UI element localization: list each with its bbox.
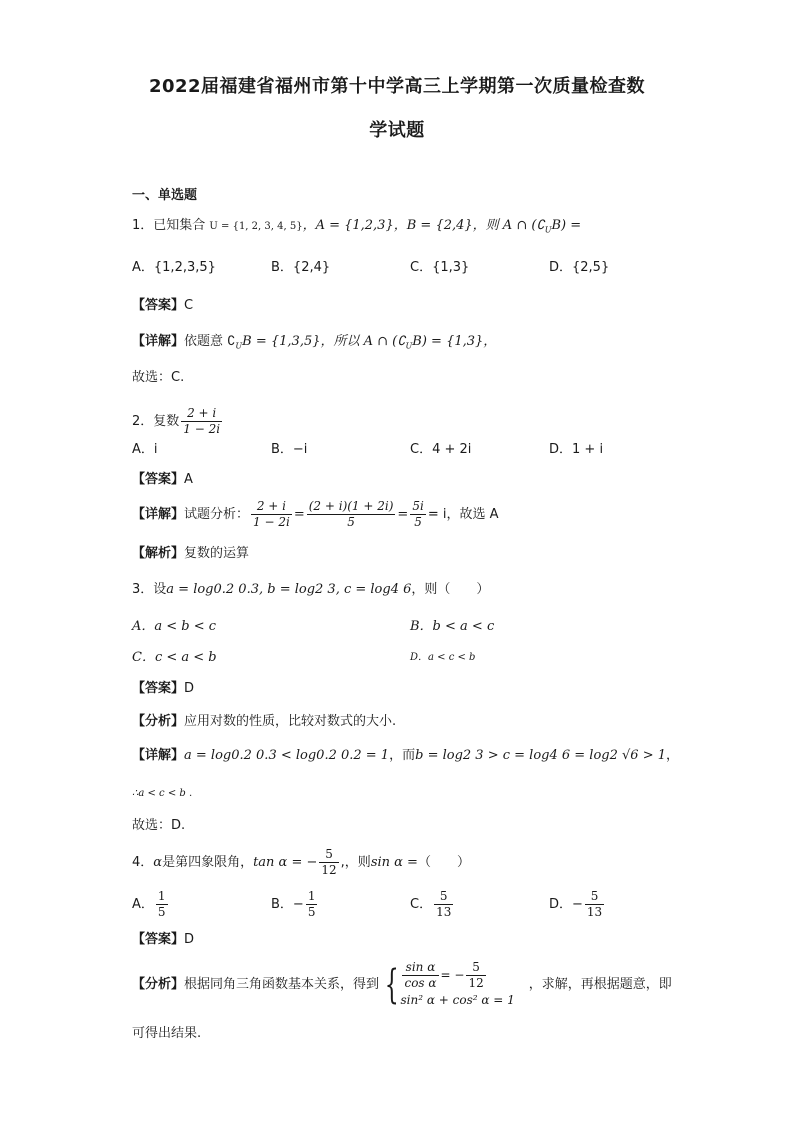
q2-detail: 【详解】试题分析： $\frac{2 + i}{1 - 2i}$ = $\frac{(2 + i)(1 + 2i)}{5}$ = $\frac{5i}{5}$ = i，故选 A xyxy=(132,499,499,529)
q1-answer xyxy=(132,296,193,316)
q2-option-c: C．4 + 2i xyxy=(410,442,472,457)
q3-expression: a = log0.2 0.3, b = log2 3, c = log4 6 xyxy=(166,582,412,597)
q1-option-b: B．{2,4} xyxy=(271,260,331,275)
q1-detail-1: 依题意 ∁ xyxy=(184,334,236,349)
q2-analysis: 【解析】复数的运算 xyxy=(132,546,250,561)
q1-tail: ，则 A ∩ (∁ xyxy=(472,218,545,233)
q2-answer: 【答案】A xyxy=(132,472,193,487)
q1-option-d: D．{2,5} xyxy=(549,260,610,275)
section-heading: 一、单选题 xyxy=(132,188,198,203)
q2-option-a: A．i xyxy=(132,442,158,457)
q1-detail: 【详解】依题意 $∁_UB = \{1,3,5\}$，所以 A ∩ $(∁_UB) = \{1,3\}$， xyxy=(132,334,497,351)
q3-option-a: A．a < b < c xyxy=(132,619,217,634)
q2-option-d: D．1 + i xyxy=(549,442,604,457)
q4-equation-system: $\frac{\text{sin α}}{\text{cos α}}$ = − $\frac{5}{12}$ sin² α + cos² α = 1 xyxy=(400,960,515,1007)
q2-option-b: B．−i xyxy=(271,442,308,457)
q3-option-c: C．c < a < b xyxy=(132,650,217,665)
q3-answer: 【答案】D xyxy=(132,681,195,696)
q1-detail-2: B = {1,3,5}，所以 A ∩ (∁ xyxy=(242,334,406,349)
doc-title-line2: 学试题 xyxy=(369,120,425,141)
q3-option-d: D．a < c < b xyxy=(410,652,476,663)
question-1: 1．已知集合 U = {1, 2, 3, 4, 5}，A = {1,2,3}，B = {2,4}，则 A ∩ $(∁_UB)$ = xyxy=(132,218,582,235)
answer-tag: 【答案】 xyxy=(132,298,185,313)
q4-option-d: D．− $\frac{5}{13}$ xyxy=(549,889,603,919)
q1-conclusion: 故选：C. xyxy=(132,370,185,385)
q3-therefore: ∴a < c < b . xyxy=(132,788,193,799)
q3-conclusion: 故选：D. xyxy=(132,818,186,833)
q1-set-b: ，B = {2,4} xyxy=(393,218,473,233)
q4-option-b: B．− $\frac{1}{5}$ xyxy=(271,889,316,919)
question-3: 3．设a = log0.2 0.3, b = log2 3, c = log4 6，则（ ） xyxy=(132,582,490,597)
q1-prefix: 1．已知集合 xyxy=(132,218,206,233)
q3-option-b: B．b < a < c xyxy=(410,619,495,634)
q4-answer-value: D xyxy=(184,932,195,947)
q1-option-a: A．{1,2,3,5} xyxy=(132,260,216,275)
q1-set-u: U = {1, 2, 3, 4, 5} xyxy=(209,221,303,232)
q3-detail: 【详解】a = log0.2 0.3 < log0.2 0.2 = 1，而b = log2 3 > c = log4 6 = log2 √6 > 1， xyxy=(132,748,680,763)
q3-answer-value: D xyxy=(184,681,195,696)
q1-answer-value: C xyxy=(184,298,194,313)
question-2 xyxy=(132,404,224,440)
q4-option-c: C． $\frac{5}{13}$ xyxy=(410,889,452,919)
doc-title-line1: 2022届福建省福州市第十中学高三上学期第一次质量检查数 xyxy=(148,76,646,97)
q1-option-c: C．{1,3} xyxy=(410,260,470,275)
q2-prefix: 2．复数 xyxy=(132,414,180,429)
q3-analysis: 【分析】应用对数的性质，比较对数式的大小. xyxy=(132,714,397,729)
q4-analysis-end: 可得出结果. xyxy=(132,1026,202,1041)
q4-analysis: 【分析】根据同角三角函数基本关系，得到 { $\frac{\text{sin α}}{\text{cos α}}$ = − $\frac{5}{12}$ sin² α + cos² α = 1 ，求解，再根据题意，即 xyxy=(132,960,672,1008)
question-4: 4．α是第四象限角，tan α = − $\frac{5}{12}$ ,，则sin α =（ ） xyxy=(132,847,470,877)
q1-tail2: B) = xyxy=(551,218,582,233)
q2-fraction: $\frac{2 + i}{1 - 2i}$ xyxy=(183,406,221,436)
q1-set-a: ，A = {1,2,3} xyxy=(302,218,394,233)
q4-answer: 【答案】D xyxy=(132,932,195,947)
q4-option-a: A． $\frac{1}{5}$ xyxy=(132,889,166,919)
q1-detail-3: B) = {1,3}， xyxy=(412,334,497,349)
q2-answer-value: A xyxy=(184,472,193,487)
detail-tag: 【详解】 xyxy=(132,334,185,349)
